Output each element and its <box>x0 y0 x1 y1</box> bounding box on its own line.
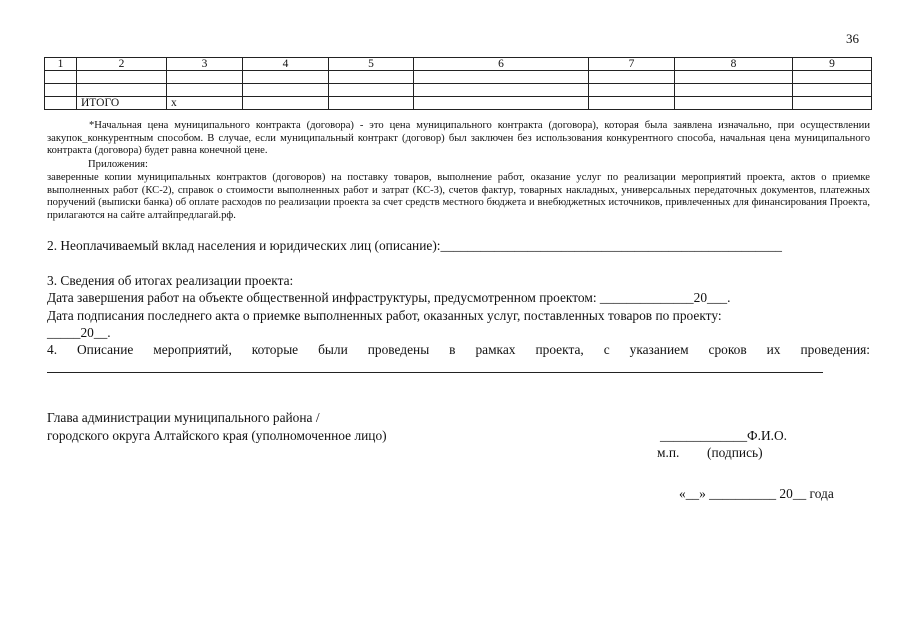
signatory-title-line-1: Глава администрации муниципального района / <box>47 410 320 425</box>
table-cell <box>243 84 329 97</box>
signature-label: (подпись) <box>707 445 763 460</box>
table-header-cell: 9 <box>793 58 872 71</box>
signature-date: «__» __________ 20__ года <box>679 486 834 501</box>
report-table <box>44 57 872 110</box>
table-header-cell: 7 <box>589 58 675 71</box>
table-header-row <box>45 58 872 71</box>
page-number: 36 <box>846 31 859 46</box>
table-cell <box>793 71 872 84</box>
table-cell <box>77 71 167 84</box>
table-header-cell: 3 <box>167 58 243 71</box>
table-row <box>45 84 872 97</box>
table-cell <box>329 71 414 84</box>
table-cell <box>45 71 77 84</box>
footnote <box>47 120 870 158</box>
footnote-marker: * <box>89 120 95 131</box>
table-cell <box>167 84 243 97</box>
act-date-blank: _____20__. <box>47 325 111 340</box>
total-label: ИТОГО <box>77 97 167 110</box>
table-header-cell: 8 <box>675 58 793 71</box>
section-4-blank-rule <box>47 372 823 373</box>
completion-date-line: Дата завершения работ на объекте общественной инфраструктуры, предусмотренном проектом: ______________20___. <box>47 290 731 305</box>
table-header-cell: 2 <box>77 58 167 71</box>
table-cell: х <box>167 97 243 110</box>
table-header-cell: 5 <box>329 58 414 71</box>
act-date-line: Дата подписания последнего акта о приемке выполненных работ, оказанных услуг, поставленных товаров по проекту: <box>47 308 722 323</box>
table-cell <box>589 71 675 84</box>
table-row <box>45 71 872 84</box>
table-cell <box>45 84 77 97</box>
table-cell <box>414 71 589 84</box>
table-header-cell: 4 <box>243 58 329 71</box>
table-cell <box>589 97 675 110</box>
table-cell <box>414 97 589 110</box>
table-cell <box>675 84 793 97</box>
table-header-cell: 1 <box>45 58 77 71</box>
table-cell <box>45 97 77 110</box>
table-cell <box>793 97 872 110</box>
fio-field: _____________Ф.И.О. <box>660 428 788 443</box>
table-cell <box>77 84 167 97</box>
table-cell <box>167 71 243 84</box>
table-cell <box>243 71 329 84</box>
section-3-title: 3. Сведения об итогах реализации проекта: <box>47 273 294 288</box>
seal-label: м.п. <box>657 445 680 460</box>
section-2-line: 2. Неоплачиваемый вклад населения и юридических лиц (описание):___________________________________________________ <box>47 238 782 253</box>
table-cell <box>329 84 414 97</box>
table-cell <box>589 84 675 97</box>
table-cell <box>329 97 414 110</box>
appendices-text: заверенные копии муниципальных контрактов (договоров) на поставку товаров, выполнение работ, оказание услуг по реализации мероприятий проекта, актов о приемке выполненных работ (КС-2), справок о стоимости выполненных работ и затрат (КС-3), счетов фактур, товарных накладных, универсальных передаточных документов, платежных поручений (выписки банка) об оплате расходов по реализации проекта за счет средств местного бюджета и внебюджетных источников, привлеченных для финансирования Проекта, прилагаются на сайте алтайпредлагай.рф. <box>47 172 870 221</box>
table-header-cell: 6 <box>414 58 589 71</box>
appendices-title: Приложения: <box>88 159 148 170</box>
signatory-title-line-2: городского округа Алтайского края (уполномоченное лицо) <box>47 428 387 443</box>
table-total-row <box>45 97 872 110</box>
footnote-text: Начальная цена муниципального контракта (договора) - это цена муниципального контракта (договора), которая была заявлена изначально, при осуществлении закупок_конкурентным способом. В случае, если муниципальный контракт (договор) был заключен без использования конкурентного способа, начальная цена муниципального контракта (договора) будет равна конечной цене. <box>47 120 870 157</box>
table-cell <box>675 97 793 110</box>
table-cell <box>793 84 872 97</box>
section-4-line: 4. Описание мероприятий, которые были проведены в рамках проекта, с указанием сроков их проведения: <box>47 342 870 357</box>
table-cell <box>414 84 589 97</box>
table-cell <box>675 71 793 84</box>
table-cell <box>243 97 329 110</box>
